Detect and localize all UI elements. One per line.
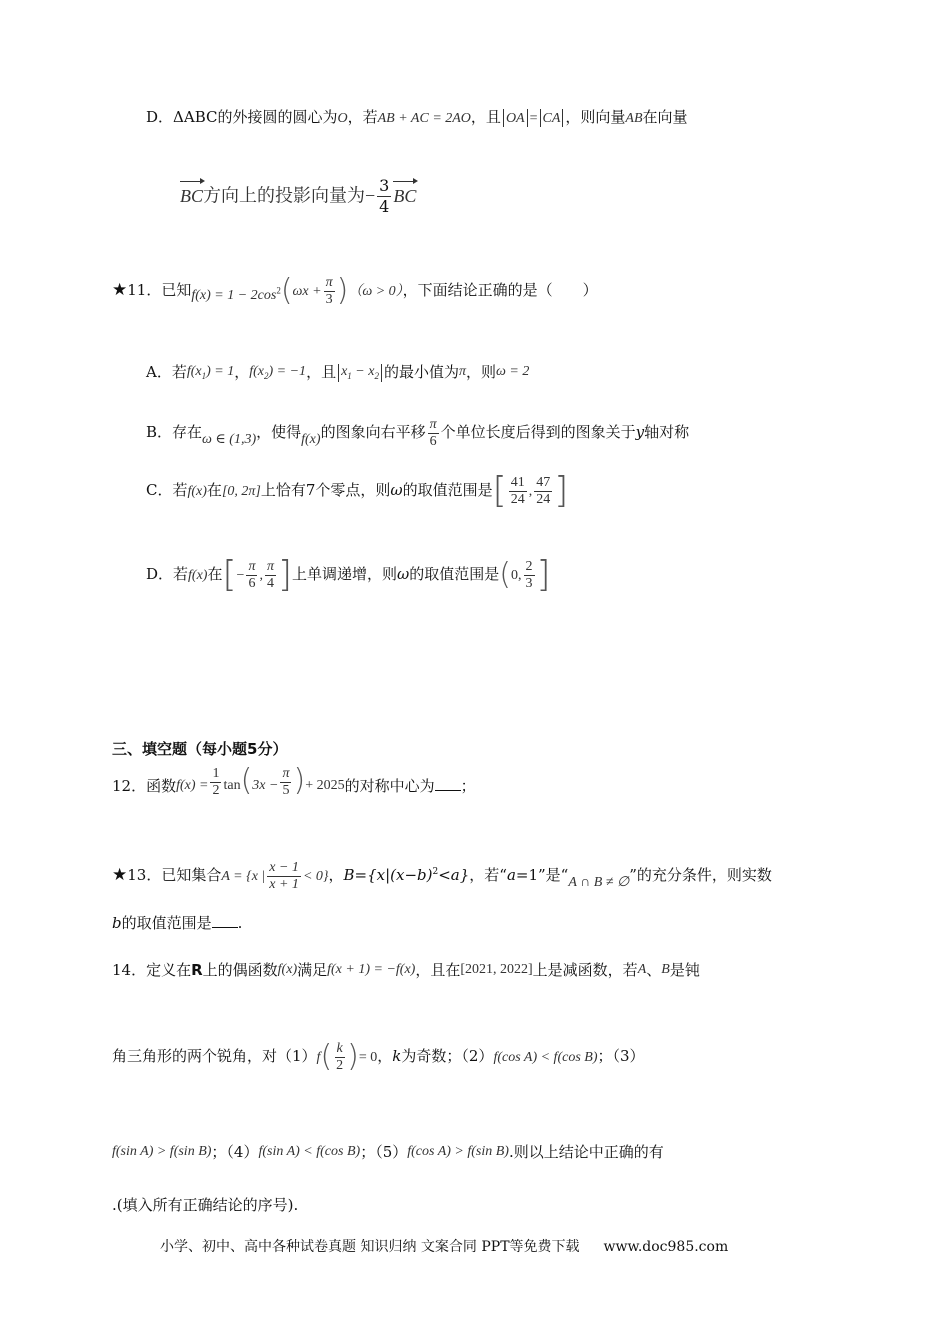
- text: 上是减函数，若: [532, 961, 638, 979]
- math: k: [392, 1047, 402, 1065]
- text: 上恰有7个零点，则: [260, 481, 391, 499]
- text: 满足: [297, 961, 328, 979]
- abs-bar: [562, 109, 563, 127]
- denominator: 3: [325, 291, 333, 307]
- math: CA: [542, 111, 561, 126]
- paren-left: (: [240, 763, 253, 798]
- math: ω = 2: [496, 364, 530, 379]
- math: A = {x |: [221, 869, 266, 884]
- text: 的取值范围是: [409, 565, 500, 583]
- math: B={x|(x−b): [343, 866, 433, 884]
- condition: （ω > 0）: [348, 284, 403, 299]
- abs-bar: [503, 109, 504, 127]
- q14-line4: .(填入所有正确结论的序号).: [112, 1196, 299, 1214]
- footer-url[interactable]: www.doc985.com: [603, 1239, 729, 1255]
- math: [2021, 2022]: [460, 962, 533, 977]
- math: 3x −: [252, 778, 279, 793]
- text: ，使得: [256, 423, 302, 441]
- paren-left: (: [499, 557, 511, 592]
- numerator: π: [266, 558, 274, 574]
- math: f(x): [187, 484, 207, 499]
- denominator: 24: [536, 491, 551, 507]
- text: 的取值范围是: [121, 914, 212, 932]
- fraction: [524, 559, 535, 592]
- math: AB: [625, 111, 643, 126]
- numerator: π: [325, 274, 333, 290]
- math: − x: [351, 364, 375, 379]
- text: ，且: [306, 363, 337, 381]
- math: <a}: [438, 866, 470, 884]
- fraction: [534, 475, 552, 508]
- math: [341, 364, 379, 379]
- fraction: [265, 559, 276, 592]
- text: ，若: [347, 108, 378, 126]
- option-label: A．若: [146, 363, 187, 381]
- math: ,: [528, 484, 533, 499]
- text: 上的偶函数: [202, 961, 278, 979]
- bracket-right: ]: [536, 554, 551, 595]
- math: ) = −1: [268, 364, 307, 379]
- math: −: [236, 568, 245, 583]
- math: y: [635, 423, 645, 441]
- math: < 0}: [302, 869, 329, 884]
- text: 方向上的投影向量为: [203, 185, 366, 207]
- q10-option-d-line2: [180, 176, 416, 217]
- subscript: 2: [374, 370, 379, 381]
- numerator: 2: [525, 558, 533, 574]
- answer-blank[interactable]: [212, 913, 238, 928]
- text: ，若“: [469, 866, 507, 884]
- bracket-left: [: [492, 470, 507, 511]
- answer-blank[interactable]: [435, 776, 461, 791]
- abs-bar: [527, 109, 528, 127]
- text: 上单调递增，则: [292, 565, 398, 583]
- text: ，: [328, 866, 344, 884]
- subscript: 1: [201, 370, 207, 381]
- text: ，: [234, 363, 250, 381]
- math: f(sin A) > f(sin B): [112, 1144, 212, 1159]
- question-number: 13．已知集合: [127, 866, 222, 884]
- math: f(x) = 1 − 2cos: [191, 287, 277, 303]
- math-function: [191, 285, 281, 303]
- fraction: [246, 559, 257, 592]
- text: ；（4）: [211, 1143, 259, 1161]
- text: 的最小值为: [383, 363, 459, 381]
- numerator: 3: [379, 176, 390, 195]
- q10-option-d-line1: [146, 106, 688, 130]
- math: AB + AC = 2AO: [377, 111, 471, 126]
- math: a: [506, 866, 516, 884]
- math: R: [191, 961, 203, 979]
- abs-bar: [540, 109, 541, 127]
- bracket-left: [: [222, 554, 237, 595]
- denominator: 24: [510, 491, 525, 507]
- q14-line2: [112, 1034, 645, 1080]
- text: .则以上结论中正确的有: [508, 1143, 664, 1161]
- paren-left: (: [280, 273, 293, 308]
- fraction: [377, 176, 391, 217]
- math: A ∩ B ≠ ∅: [568, 875, 630, 890]
- star-icon: ★: [112, 280, 128, 300]
- math: b: [112, 914, 122, 932]
- vector-bc: BC: [180, 185, 204, 206]
- paren-left: (: [320, 1039, 333, 1074]
- text: 在向量: [642, 108, 688, 126]
- math: f(x) =: [176, 778, 209, 793]
- fraction: [509, 475, 527, 508]
- math: [249, 364, 306, 379]
- math: ω ∈ (1,3): [202, 432, 257, 447]
- math: ωx +: [292, 284, 322, 299]
- math: ω: [390, 481, 403, 499]
- math: f(x): [301, 432, 321, 447]
- math: f(x: [249, 364, 264, 379]
- fraction: [210, 766, 221, 799]
- footer-text: 小学、初中、高中各种试卷真题 知识归纳 文案合同 PPT等免费下载: [160, 1239, 580, 1255]
- q13-line1: [112, 850, 772, 905]
- denominator: 2: [336, 1057, 344, 1073]
- superscript: 2: [432, 867, 439, 877]
- text: 的取值范围是: [402, 481, 493, 499]
- question-number: 14．定义在: [112, 961, 192, 979]
- option-label: D．若: [146, 565, 189, 583]
- q11-option-a: [146, 354, 529, 394]
- numerator: 47: [536, 474, 551, 490]
- option-label: B．存在: [146, 423, 203, 441]
- text: 角三角形的两个锐角，对（1）: [112, 1047, 317, 1065]
- option-label: C．若: [146, 481, 188, 499]
- text: ，: [377, 1047, 393, 1065]
- fraction: [334, 1041, 345, 1074]
- denominator: 6: [248, 575, 256, 591]
- fraction: [324, 275, 335, 308]
- subscript: 1: [347, 370, 352, 381]
- denominator: 4: [379, 197, 390, 216]
- text: ”的充分条件，则实数: [629, 866, 772, 884]
- math: A: [637, 962, 647, 977]
- math: [0, 2π]: [221, 484, 261, 499]
- numerator: 41: [510, 474, 525, 490]
- fraction: [280, 766, 291, 799]
- paren-right: ): [293, 763, 306, 798]
- math: f(sin A) < f(cos B): [258, 1144, 361, 1159]
- math: f(x): [188, 568, 208, 583]
- q14-line3: [112, 1134, 664, 1170]
- text: ，且: [470, 108, 501, 126]
- numerator: π: [282, 766, 290, 781]
- q11-option-c: [146, 468, 568, 514]
- fraction: [267, 860, 301, 893]
- numerator: 1: [212, 766, 220, 781]
- abs-bar: [381, 364, 382, 382]
- math: OA: [505, 111, 525, 126]
- text: ；（3）: [597, 1047, 645, 1065]
- math: f(x: [186, 364, 202, 379]
- math: ) = 1: [206, 364, 235, 379]
- numerator: k: [336, 1040, 343, 1056]
- denominator: x + 1: [269, 876, 299, 892]
- paren-right: ): [336, 273, 349, 308]
- text: 个单位长度后得到的图象关于: [440, 423, 636, 441]
- denominator: 4: [266, 575, 274, 591]
- math: f(x + 1) = −f(x): [327, 962, 416, 977]
- text: 在: [207, 565, 223, 583]
- math: f(cos A) < f(cos B): [493, 1050, 598, 1065]
- denominator: 5: [282, 783, 290, 798]
- math: −: [365, 185, 376, 206]
- text: =1”是“: [515, 866, 569, 884]
- math: f(cos A) > f(sin B): [407, 1144, 509, 1159]
- text: 、: [646, 961, 662, 979]
- math: O: [337, 111, 348, 126]
- math: =: [529, 111, 538, 126]
- fraction: [428, 417, 439, 450]
- question-number: 12．函数: [112, 777, 177, 795]
- numerator: x − 1: [269, 859, 299, 875]
- q13-line2: [112, 912, 242, 934]
- math: [187, 364, 234, 379]
- bracket-right: ]: [277, 554, 293, 595]
- paren-right: ): [347, 1039, 359, 1074]
- denominator: 6: [429, 433, 437, 449]
- text: 的对称中心为: [344, 777, 435, 795]
- text: ，则: [466, 363, 497, 381]
- text: ，下面结论正确的是（ ）: [402, 281, 598, 299]
- math: + 2025: [305, 778, 345, 793]
- text: 在: [206, 481, 222, 499]
- numerator: π: [429, 416, 437, 432]
- text: 为奇数；（2）: [401, 1047, 494, 1065]
- numerator: π: [248, 558, 256, 574]
- math: tan: [223, 778, 241, 793]
- math: 0,: [511, 568, 522, 583]
- superscript: 2: [276, 285, 281, 295]
- math: ω: [397, 565, 410, 583]
- question-number: 11．已知: [127, 281, 192, 299]
- q11-option-b: [146, 412, 689, 460]
- math: f: [316, 1050, 321, 1065]
- math: x: [341, 364, 348, 379]
- text: 的图象向右平移: [320, 423, 426, 441]
- text: ΔABC的外接圆的圆心为: [173, 108, 338, 126]
- q14-line1: [112, 952, 700, 988]
- abs-bar: [338, 364, 339, 382]
- q11-option-d: [146, 552, 551, 598]
- text: 是钝: [669, 961, 700, 979]
- q11-stem: [112, 270, 598, 316]
- math: B: [661, 962, 670, 977]
- bracket-right: ]: [554, 470, 569, 511]
- math: ,: [259, 568, 263, 583]
- subscript: 2: [264, 370, 269, 381]
- footer: [160, 1236, 728, 1256]
- star-icon: ★: [112, 865, 128, 885]
- text: 轴对称: [644, 423, 690, 441]
- math: π: [458, 364, 466, 379]
- q12: [112, 763, 476, 806]
- text: ；: [460, 777, 476, 795]
- text: ，且在: [415, 961, 461, 979]
- section-title: 三、填空题（每小题5分）: [112, 740, 288, 758]
- text: ，则向量: [565, 108, 626, 126]
- math: f(x): [277, 962, 298, 977]
- denominator: 3: [525, 575, 533, 591]
- denominator: 2: [212, 783, 220, 798]
- text: .: [237, 914, 243, 932]
- text: ；（5）: [360, 1143, 408, 1161]
- option-label: D．: [146, 108, 174, 126]
- vector-bc: BC: [393, 185, 417, 206]
- math: = 0: [358, 1050, 378, 1065]
